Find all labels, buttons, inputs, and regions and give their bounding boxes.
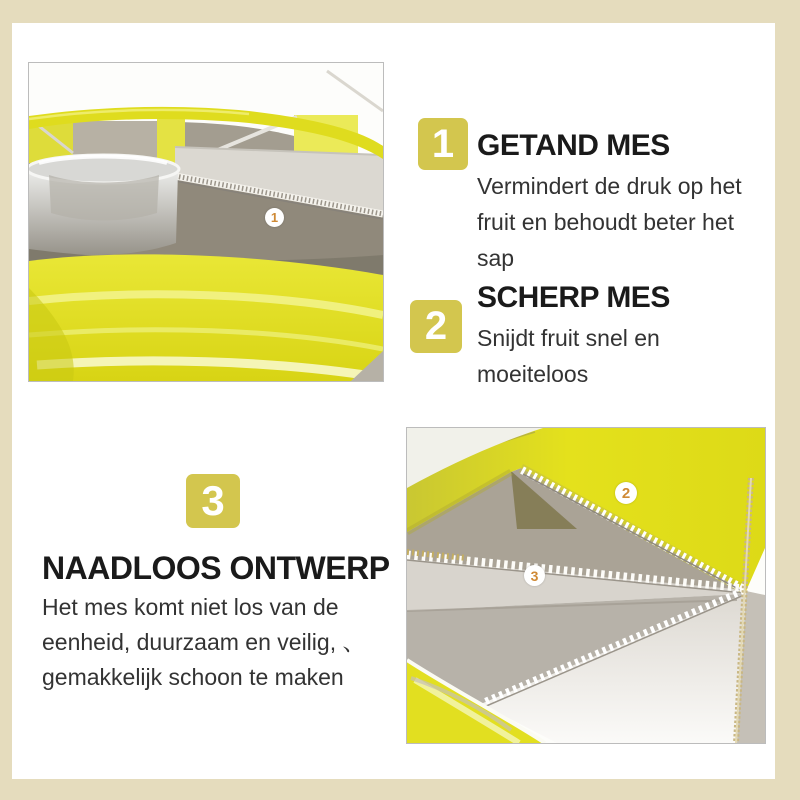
description-line: moeiteloos	[477, 361, 589, 387]
feature-1-title: GETAND MES	[477, 129, 670, 162]
feature-1-badge: 1	[418, 118, 468, 170]
feature-1-description	[477, 168, 742, 276]
feature-2-badge: 2	[410, 300, 462, 353]
marker-number: 3	[530, 567, 539, 584]
marker-number: 1	[270, 210, 279, 225]
content-panel	[12, 23, 775, 779]
slicer-blades-illustration	[407, 428, 765, 743]
product-photo-top-view	[28, 62, 384, 382]
description-line: eenheid, duurzaam en veilig, 、	[42, 629, 366, 655]
description-line: Het mes komt niet los van de	[42, 594, 339, 620]
description-line: fruit en behoudt beter het	[477, 209, 735, 235]
feature-3-description	[42, 590, 365, 695]
photo-callout-marker-2	[615, 482, 637, 504]
photo-callout-marker-1	[265, 208, 284, 227]
feature-3-title: NAADLOOS ONTWERP	[42, 550, 390, 586]
feature-2-title: SCHERP MES	[477, 281, 670, 314]
feature-3-badge: 3	[186, 474, 240, 528]
description-line: Vermindert de druk op het	[477, 173, 742, 199]
description-line: sap	[477, 245, 515, 271]
photo-callout-marker-3	[524, 565, 545, 586]
marker-number: 2	[621, 484, 631, 502]
description-line: Snijdt fruit snel en	[477, 325, 660, 351]
slicer-top-view-illustration	[29, 63, 383, 381]
feature-2-description	[477, 320, 660, 392]
description-line: gemakkelijk schoon te maken	[42, 664, 344, 690]
product-photo-blades-closeup	[406, 427, 766, 744]
